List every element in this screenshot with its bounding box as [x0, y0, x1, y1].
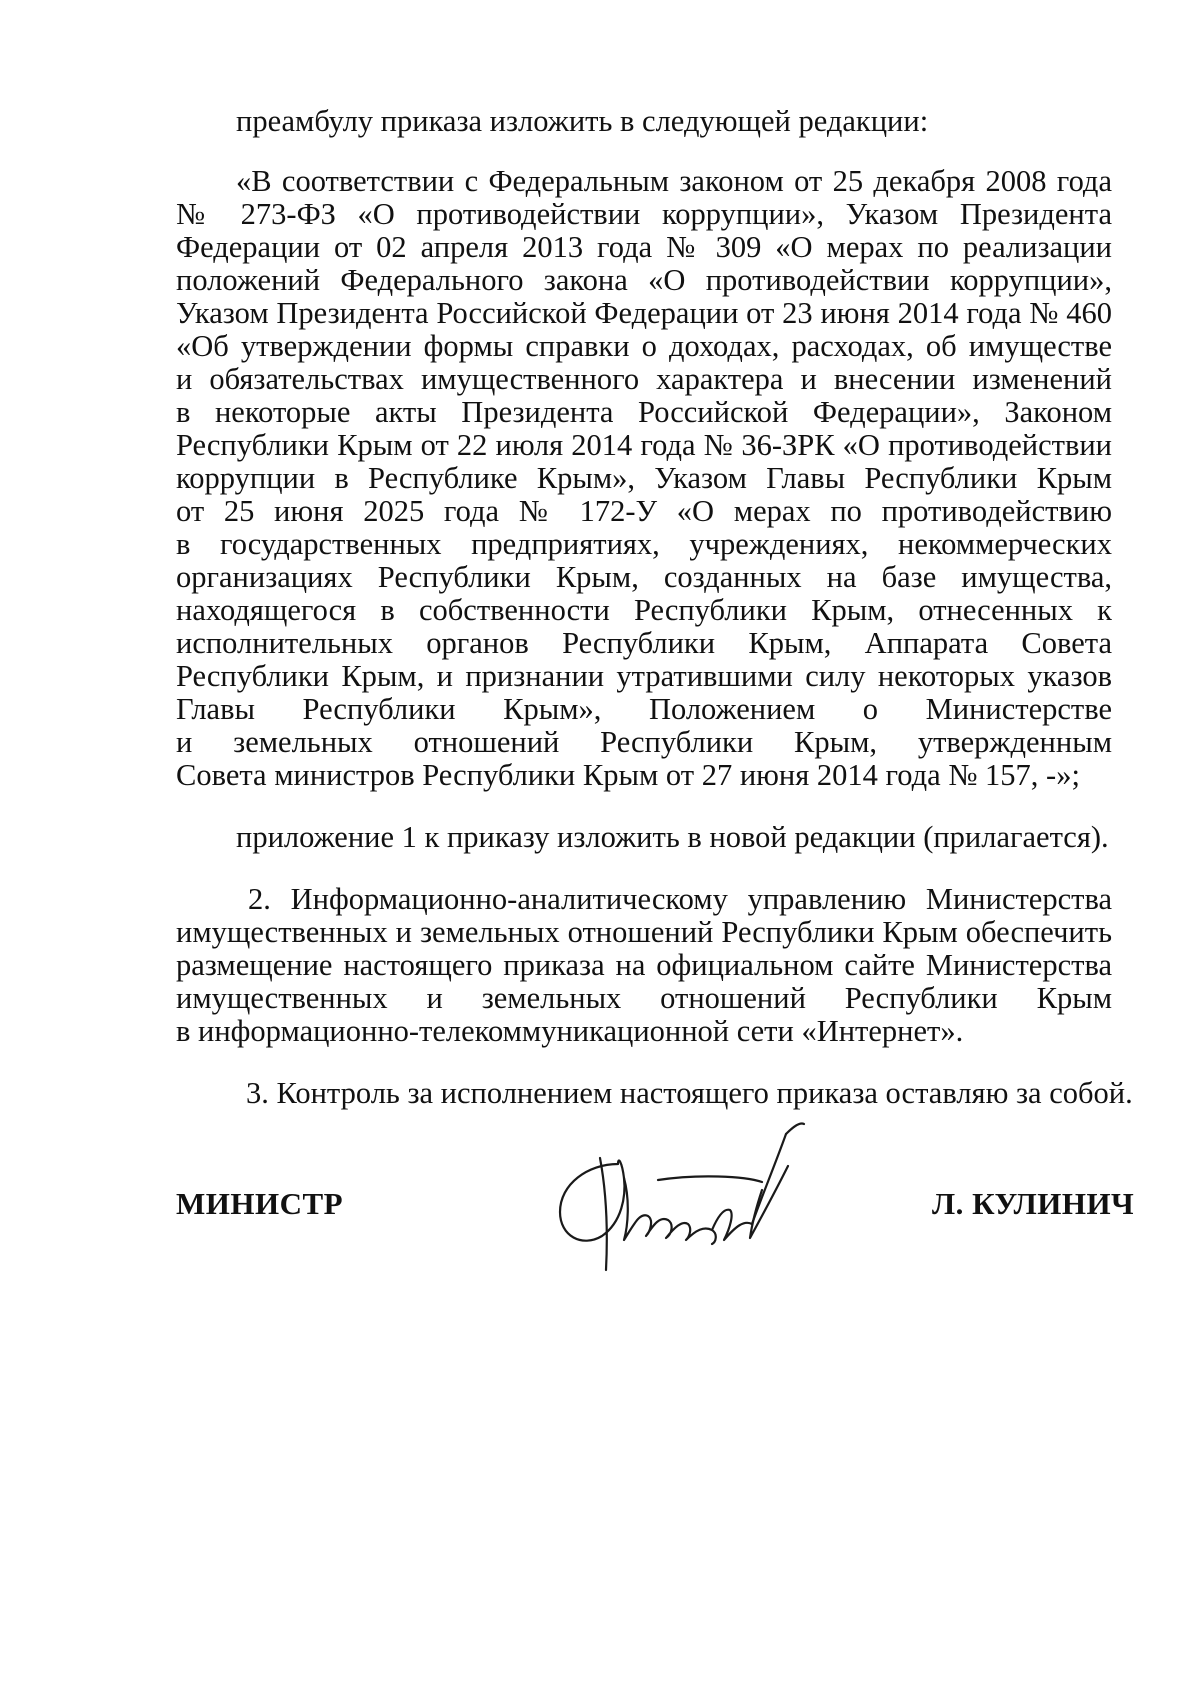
signature-name: Л. КУЛИНИЧ	[932, 1186, 1135, 1221]
quote-line: Совета министров Республики Крым от 27 июня 2014 года № 157, -»;	[176, 758, 1080, 792]
handwritten-signature	[548, 1120, 828, 1280]
quote-line: и обязательствах имущественного характера и внесении изменений	[176, 362, 1112, 396]
quote-line: № 273-ФЗ «О противодействии коррупции», Указом Президента	[176, 197, 1112, 231]
item2-line: размещение настоящего приказа на официальном сайте Министерства	[176, 948, 1112, 982]
quote-line: в некоторые акты Президента Российской Федерации», Законом	[176, 395, 1112, 429]
quote-line: «Об утверждении формы справки о доходах, расходах, об имуществе	[176, 329, 1112, 363]
item-3: 3. Контроль за исполнением настоящего приказа оставляю за собой.	[246, 1076, 1133, 1110]
quote-line: коррупции в Республике Крым», Указом Главы Республики Крым	[176, 461, 1112, 495]
quote-line: «В соответствии с Федеральным законом от 25 декабря 2008 года	[236, 164, 1112, 198]
quote-line: исполнительных органов Республики Крым, Аппарата Совета	[176, 626, 1112, 660]
quote-line: организациях Республики Крым, созданных на базе имущества,	[176, 560, 1112, 594]
quote-line: Республики Крым, и признании утратившими силу некоторых указов	[176, 659, 1112, 693]
signature-title: МИНИСТР	[176, 1186, 344, 1221]
quote-line: Указом Президента Российской Федерации от 23 июня 2014 года № 460	[176, 296, 1112, 330]
item2-line: имущественных и земельных отношений Республики Крым обеспечить	[176, 915, 1112, 949]
quote-line: Федерации от 02 апреля 2013 года № 309 «О мерах по реализации	[176, 230, 1112, 264]
quote-line: от 25 июня 2025 года № 172-У «О мерах по противодействию	[176, 494, 1112, 528]
item2-line: в информационно-телекоммуникационной сети «Интернет».	[176, 1014, 964, 1048]
quote-line: положений Федерального закона «О противодействии коррупции»,	[176, 263, 1112, 297]
paragraph-preamble: преамбулу приказа изложить в следующей редакции:	[236, 104, 929, 138]
quote-line: и земельных отношений Республики Крым, утвержденным	[176, 725, 1112, 759]
item2-line: 2. Информационно-аналитическому управлению Министерства	[248, 882, 1112, 916]
item2-line: имущественных и земельных отношений Республики Крым	[176, 981, 1112, 1015]
quote-line: находящегося в собственности Республики Крым, отнесенных к	[176, 593, 1112, 627]
quote-line: Главы Республики Крым», Положением о Министерстве	[176, 692, 1112, 726]
quote-line: в государственных предприятиях, учреждениях, некоммерческих	[176, 527, 1112, 561]
quote-line: Республики Крым от 22 июля 2014 года № 36-ЗРК «О противодействии	[176, 428, 1112, 462]
paragraph-appendix: приложение 1 к приказу изложить в новой редакции (прилагается).	[236, 820, 1109, 854]
